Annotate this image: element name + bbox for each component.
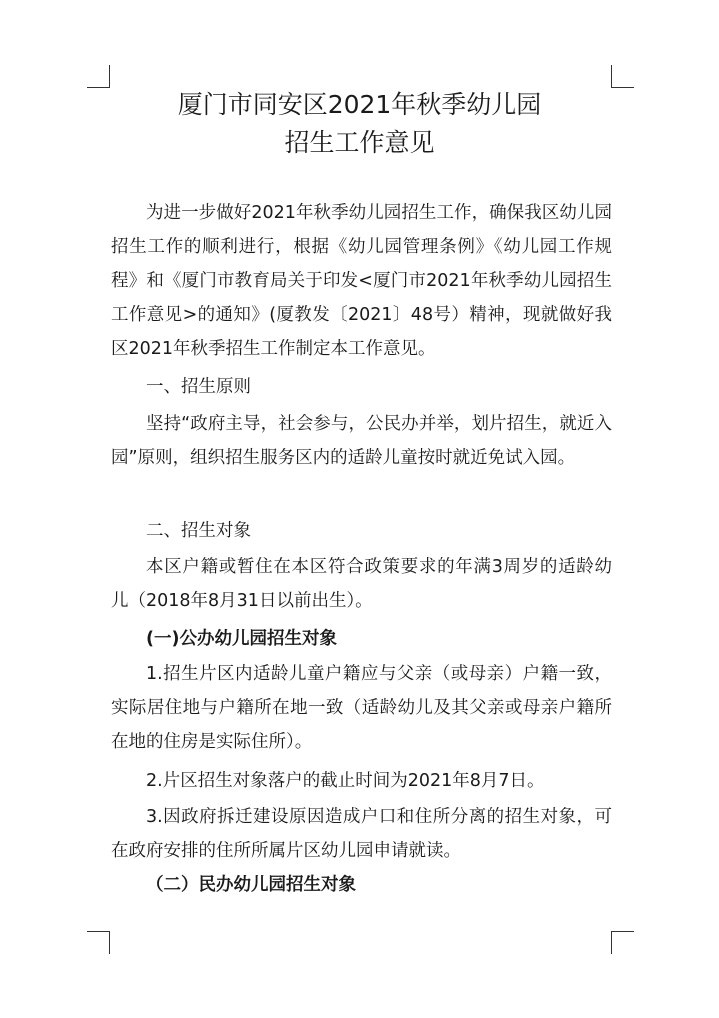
- public-item-1: [111, 657, 612, 759]
- crop-mark-top-right: [611, 65, 634, 88]
- paragraph: 本区户籍或暂住在本区符合政策要求的年满3周岁的适龄幼儿（2018年8月31日以前出生）。: [111, 557, 612, 611]
- public-item-3: [111, 800, 612, 868]
- document-title-line2: 招生工作意见: [284, 128, 435, 157]
- crop-mark-bottom-right: [611, 931, 634, 954]
- section-heading-principles: [111, 370, 612, 404]
- subheading-private: [111, 868, 612, 902]
- subsection-heading: (一)公办幼儿园招生对象: [146, 629, 337, 649]
- document-title-line1: 厦门市同安区2021年秋季幼儿园: [177, 90, 542, 119]
- subheading-public: [111, 622, 612, 656]
- paragraph: 为进一步做好2021年秋季幼儿园招生工作，确保我区幼儿园招生工作的顺利进行，根据《幼儿园管理条例》《幼儿园工作规程》和《厦门市教育局关于印发<厦门市2021年秋季幼儿园招生工作意见>的通知》(厦教发〔2021〕48号）精神，现就做好我区2021年秋季招生工作制定本工作意见。: [111, 203, 612, 359]
- section-heading-targets: [111, 514, 612, 548]
- subsection-heading: （二）民办幼儿园招生对象: [146, 875, 356, 895]
- paragraph: 2.片区招生对象落户的截止时间为2021年8月7日。: [146, 771, 545, 791]
- principles-paragraph: [111, 407, 612, 475]
- targets-paragraph: [111, 550, 612, 618]
- public-item-2: [111, 764, 612, 798]
- section-heading: 二、招生对象: [146, 521, 251, 541]
- section-heading: 一、招生原则: [146, 377, 251, 397]
- paragraph: 3.因政府拆迁建设原因造成户口和住所分离的招生对象，可在政府安排的住所所属片区幼儿园申请就读。: [111, 807, 612, 861]
- paragraph: 1.招生片区内适龄儿童户籍应与父亲（或母亲）户籍一致，实际居住地与户籍所在地一致（适龄幼儿及其父亲或母亲户籍所在地的住房是实际住所）。: [111, 664, 612, 752]
- crop-mark-bottom-left: [87, 931, 110, 954]
- intro-paragraph: [111, 196, 612, 366]
- paragraph: 坚持“政府主导，社会参与，公民办并举，划片招生，就近入园”原则，组织招生服务区内的适龄儿童按时就近免试入园。: [111, 414, 612, 468]
- crop-mark-top-left: [87, 65, 110, 88]
